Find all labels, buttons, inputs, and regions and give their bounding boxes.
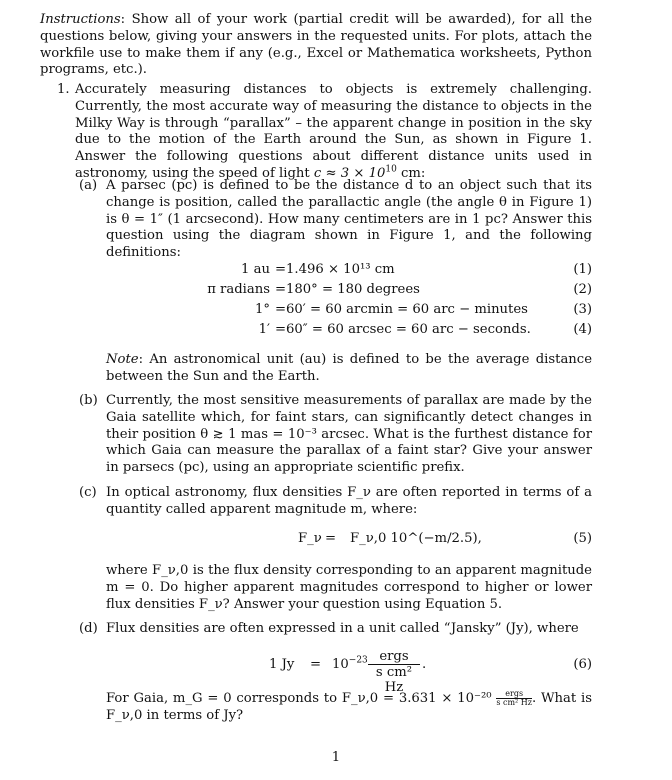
part-b-text: Currently, the most sensitive measurements of parallax are made by the Gaia satellite which, for faint stars, can significantly detect changes in their position θ ≳ 1 mas = 10⁻³ arcsec. What is the furthest distance for which Gaia can measure the parallax of a faint star? Give your answer in parsecs (pc), using an appropriate scientific prefix. (106, 393, 592, 476)
inline-fraction-denominator: s cm² Hz (496, 698, 532, 707)
instructions-label: Instructions (40, 12, 121, 27)
equation-2 (150, 282, 592, 302)
fraction-numerator: ergs (368, 649, 420, 665)
equation-3 (150, 302, 592, 322)
question-1-text (75, 82, 592, 183)
coefficient-exponent: −23 (348, 655, 368, 666)
part-d-followup-text (106, 690, 592, 725)
part-c-followup-text: where F_ν,0 is the flux density corresponding to an apparent magnitude m = 0. Do higher apparent magnitudes correspond to higher or lower flux densities F_ν? Answer your question using Equation 5. (106, 563, 592, 612)
equation-1 (150, 262, 592, 282)
speed-of-light-expression: c ≈ 3 × 10 (313, 165, 386, 181)
speed-of-light-unit: cm: (396, 165, 426, 181)
inline-fraction-numerator: ergs (496, 690, 532, 699)
equation-rhs: 1.496 × 10¹³ cm (286, 262, 395, 277)
equation-lhs: 1 Jy (269, 657, 295, 672)
equals-sign: = (275, 262, 287, 277)
equation-4 (150, 322, 592, 342)
followup-text-2: . What is F_ν,0 in terms of Jy? (106, 691, 592, 723)
instructions-text: : Show all of your work (partial credit will be awarded), for all the questions below, giving your answers in the requested units. For plots, attach the workfile use to make them if any (e.g., Excel or Mathematica worksheets, Python programs, etc.). (40, 12, 592, 78)
part-b-label: (b) (79, 393, 98, 408)
equation-5 (106, 531, 592, 553)
instructions-paragraph (40, 12, 592, 79)
part-c-label: (c) (79, 485, 97, 500)
equals-sign: = (325, 531, 337, 546)
equation-rhs: 60′ = 60 arcmin = 60 arc − minutes (286, 302, 528, 317)
equation-lhs: 1′ (258, 322, 270, 337)
units-fraction (368, 649, 420, 695)
note-label: Note (106, 352, 139, 367)
definitions-equations (150, 262, 592, 342)
page-number: 1 (331, 750, 341, 765)
question-1-number: 1. (57, 82, 70, 97)
part-a-label: (a) (79, 178, 98, 193)
equation-number: (1) (573, 262, 592, 277)
equation-period: . (422, 657, 427, 672)
equation-rhs: 180° = 180 degrees (286, 282, 420, 297)
equation-lhs: F_ν (298, 531, 322, 546)
speed-of-light-exponent: 10 (385, 164, 397, 175)
equation-lhs: π radians (207, 282, 270, 297)
equals-sign: = (275, 282, 287, 297)
part-a-text: A parsec (pc) is defined to be the distance d to an object such that its change is position, called the parallactic angle (the angle θ in Figure 1) is θ = 1″ (1 arcsecond). How many centimeters are in 1 pc? Answer this question using the diagram shown in Figure 1, and the following definitions: (106, 178, 592, 261)
equation-lhs: 1 au (241, 262, 270, 277)
equation-6 (106, 649, 592, 695)
equation-number: (2) (573, 282, 592, 297)
equation-number: (6) (573, 657, 592, 672)
equation-lhs: 1° (255, 302, 270, 317)
equation-rhs: F_ν,0 10^(−m/2.5), (350, 531, 482, 546)
equation-coefficient (332, 657, 368, 674)
equation-number: (4) (573, 322, 592, 337)
equation-rhs: 60″ = 60 arcsec = 60 arc − seconds. (286, 322, 531, 337)
equation-number: (5) (573, 531, 592, 546)
equation-number: (3) (573, 302, 592, 317)
fraction-denominator: s cm² Hz (375, 665, 413, 695)
part-c-text: In optical astronomy, flux densities F_ν are often reported in terms of a quantity called apparent magnitude m, where: (106, 485, 592, 517)
note-paragraph (106, 352, 592, 386)
equals-sign: = (310, 657, 322, 672)
coefficient-base: 10 (332, 657, 349, 672)
inline-units-fraction (496, 690, 532, 707)
part-d-text: Flux densities are often expressed in a unit called “Jansky” (Jy), where (106, 621, 579, 636)
question-1-body: Accurately measuring distances to objects is extremely challenging. Currently, the most accurate way of measuring the distance to objects in the Milky Way is through “parallax” – the apparent change in position in the sky due to the motion of the Earth around the Sun, as shown in Figure 1. Answer the following questions about different distance units used in astronomy, using the speed of light (75, 82, 592, 181)
equals-sign: = (275, 302, 287, 317)
equals-sign: = (275, 322, 287, 337)
part-d-label: (d) (79, 621, 98, 636)
note-text: : An astronomical unit (au) is defined to be the average distance between the Sun and the Earth. (106, 352, 592, 384)
followup-text-1: For Gaia, m_G = 0 corresponds to F_ν,0 = 3.631 × 10⁻²⁰ (106, 691, 492, 706)
